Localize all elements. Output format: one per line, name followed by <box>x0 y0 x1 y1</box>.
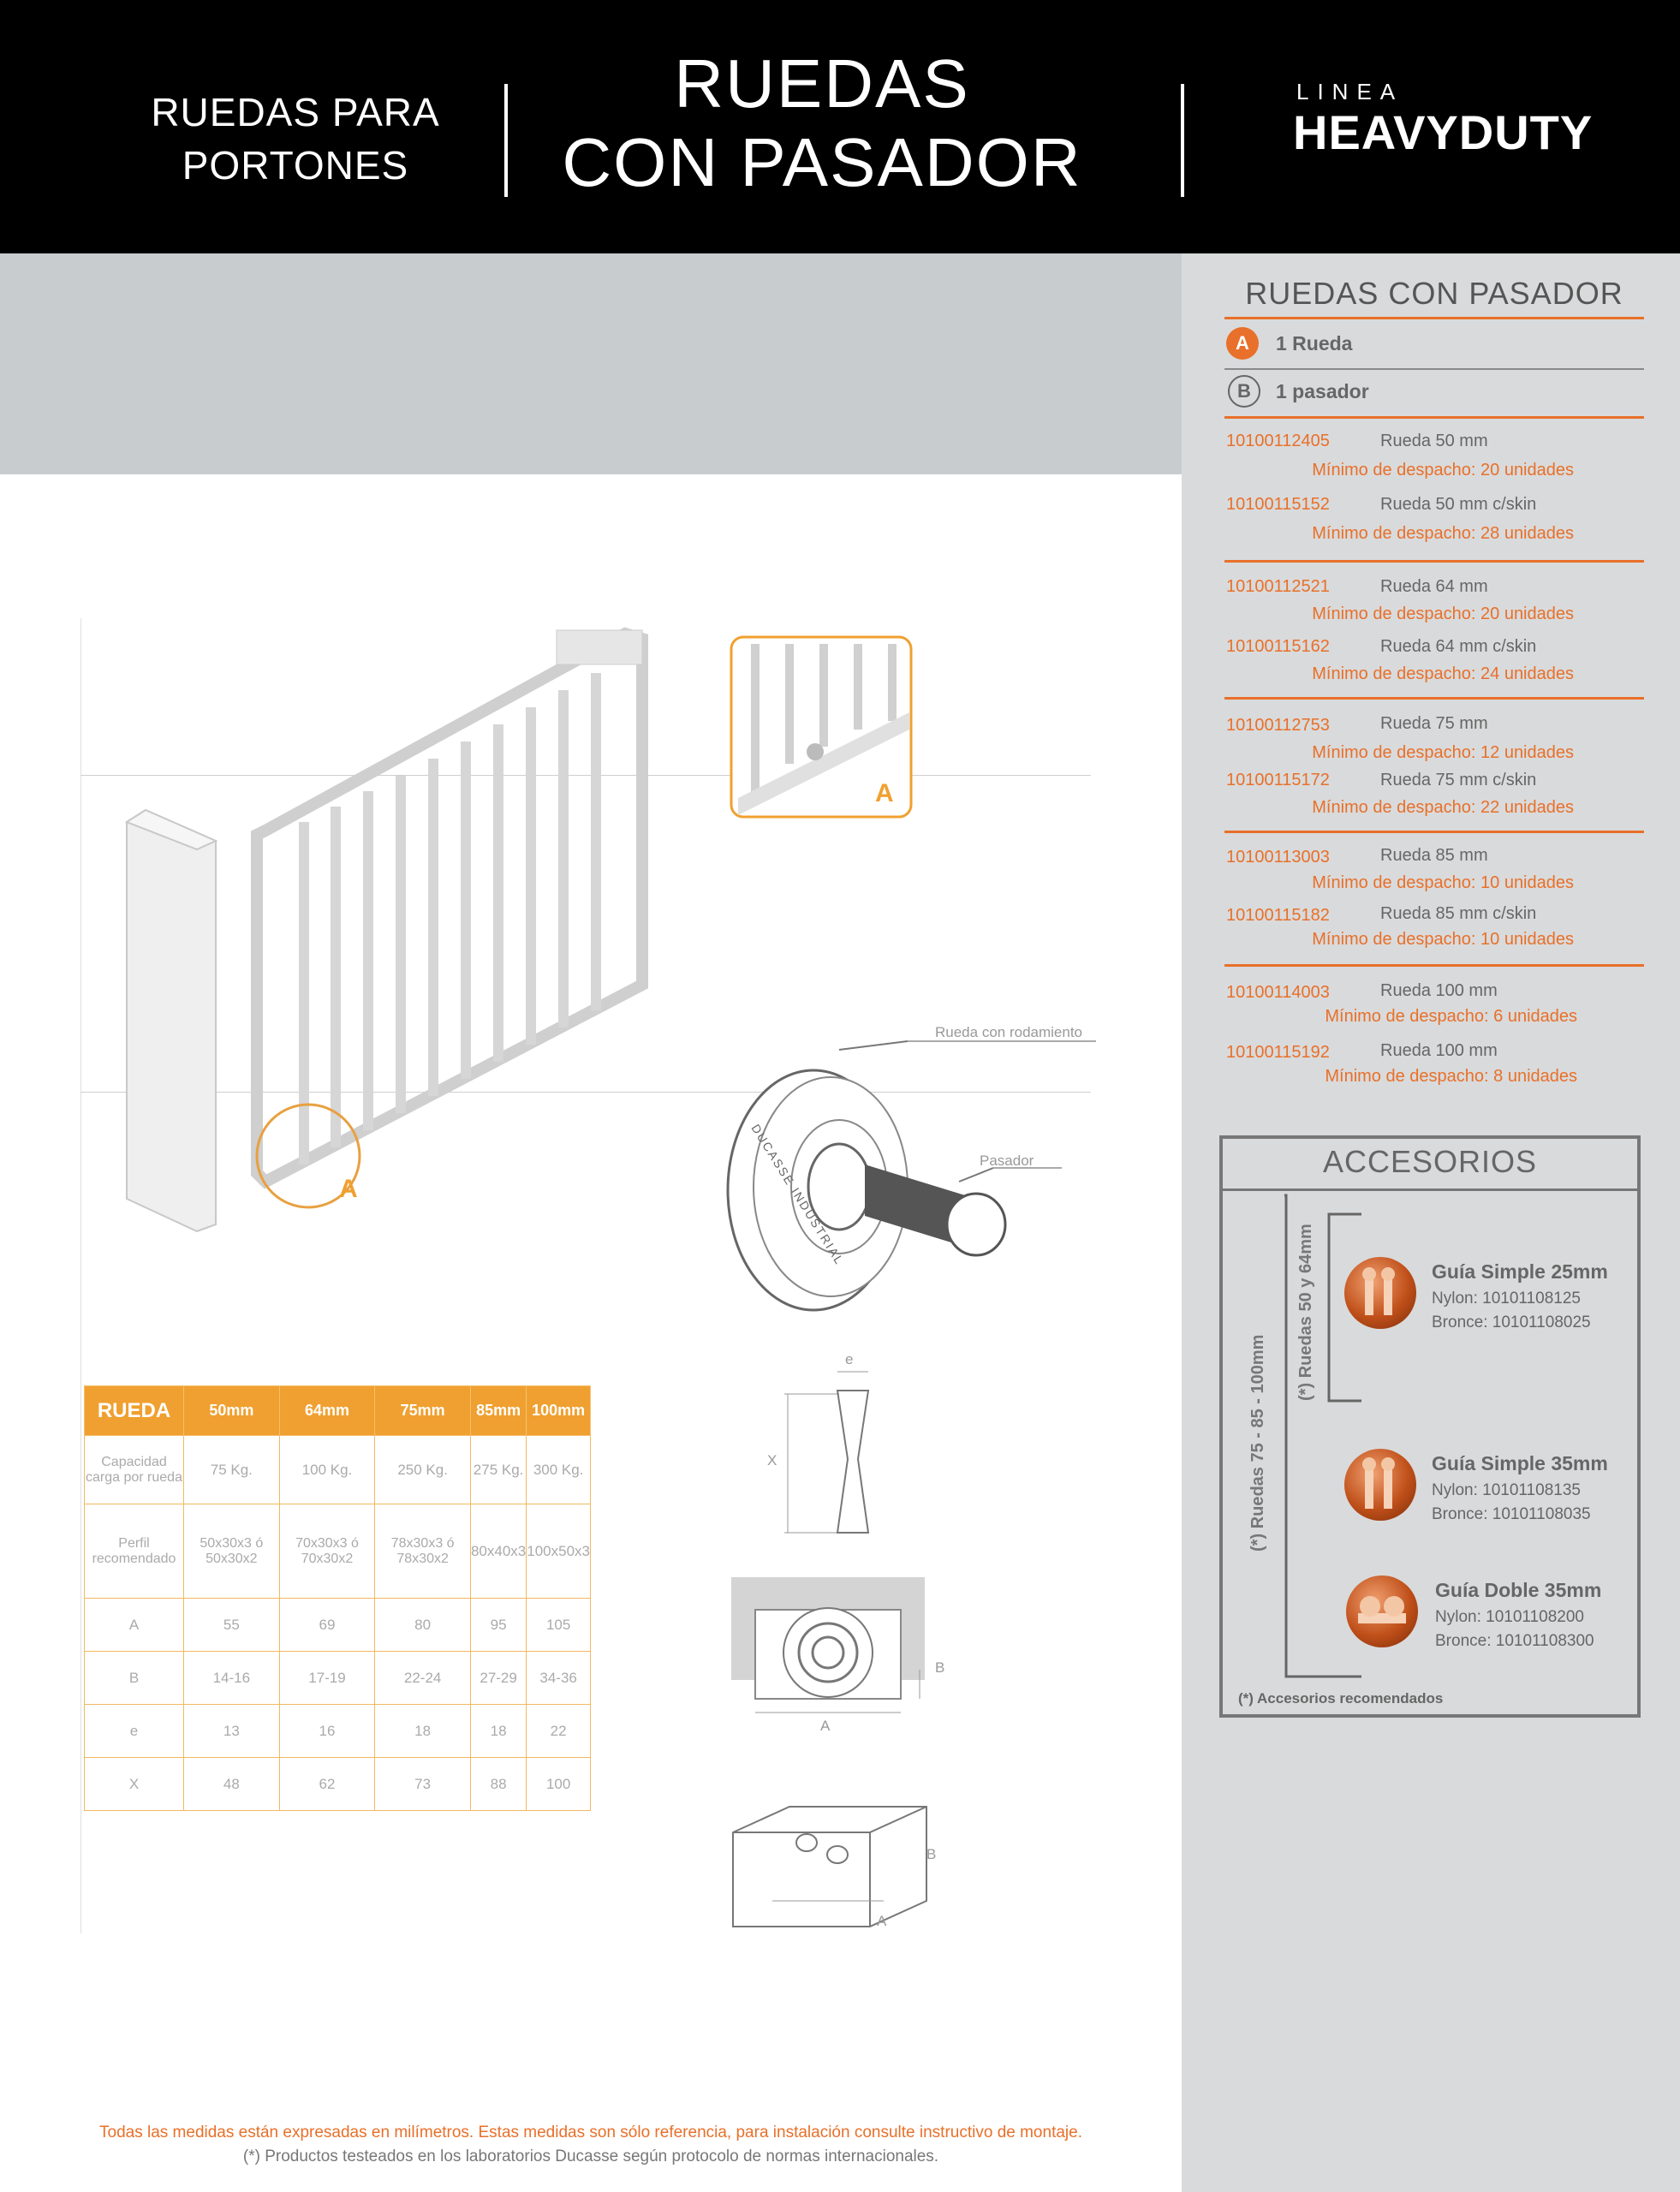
dim-b-label: B <box>935 1659 945 1676</box>
table-cell: 275 Kg. <box>470 1436 526 1504</box>
grey-banner <box>0 253 1182 474</box>
table-cell: 80x40x3 <box>470 1504 526 1599</box>
product-min-order: Mínimo de despacho: 22 unidades <box>1312 798 1574 817</box>
product-desc: Rueda 64 mm c/skin <box>1380 637 1537 656</box>
legend-b-text: 1 pasador <box>1276 380 1369 402</box>
table-cell: 80 <box>375 1599 471 1652</box>
accessory-bronze-code: Bronce: 10101108035 <box>1432 1505 1591 1523</box>
table-cell: 55 <box>184 1599 280 1652</box>
header-category-line1: RUEDAS PARA <box>151 90 440 134</box>
footer-disclaimer: (*) Productos testeados en los laboratorios Ducasse según protocolo de normas internacionales. <box>242 2147 939 2165</box>
divider <box>1224 368 1644 370</box>
table-row-label: Perfil recomendado <box>85 1504 184 1599</box>
guide-single-icon <box>1344 1449 1416 1521</box>
product-code: 10100112405 <box>1226 432 1330 450</box>
header-divider <box>1181 84 1184 197</box>
wheel-with-pin-drawing <box>702 1019 1096 1327</box>
product-code: 10100115172 <box>1226 771 1330 789</box>
divider <box>1224 416 1644 419</box>
table-row-label: B <box>85 1652 184 1705</box>
accessory-name: Guía Simple 35mm <box>1432 1452 1608 1474</box>
legend-a-text: 1 Rueda <box>1276 332 1353 354</box>
product-min-order: Mínimo de despacho: 10 unidades <box>1312 873 1574 892</box>
table-corner-header: RUEDA <box>85 1386 184 1436</box>
product-code: 10100115192 <box>1226 1043 1330 1062</box>
product-desc: Rueda 64 mm <box>1380 577 1488 596</box>
accessory-bronze-code: Bronce: 10101108300 <box>1435 1632 1594 1650</box>
profile-iso-drawing <box>730 1798 935 1944</box>
accessory-nylon-code: Nylon: 10101108135 <box>1432 1481 1581 1499</box>
wheel-profile-drawing <box>754 1353 908 1550</box>
sidebar-title: RUEDAS CON PASADOR <box>1245 276 1623 311</box>
dim-a-label: A <box>820 1718 831 1734</box>
accessory-bronze-code: Bronce: 10101108025 <box>1432 1313 1591 1331</box>
product-code: 10100114003 <box>1226 983 1330 1002</box>
brand-logo: HEAVYDUTY <box>1293 105 1594 159</box>
product-desc: Rueda 85 mm c/skin <box>1380 904 1537 923</box>
guide-single-25-image <box>1344 1257 1416 1329</box>
product-code: 10100115162 <box>1226 637 1330 656</box>
header-category-line2: PORTONES <box>182 143 409 188</box>
accessory-nylon-code: Nylon: 10101108125 <box>1432 1290 1581 1307</box>
table-column-header: 100mm <box>527 1386 591 1436</box>
table-row-label: Capacidad carga por rueda <box>85 1436 184 1504</box>
accessories-group-label-small: (*) Ruedas 50 y 64mm <box>1296 1224 1315 1401</box>
gate-callout-label: A <box>339 1175 358 1203</box>
page-title <box>548 45 1096 202</box>
table-row <box>85 1758 591 1811</box>
table-row <box>85 1599 591 1652</box>
page-header <box>0 0 1680 253</box>
table-cell: 18 <box>375 1705 471 1758</box>
table-row <box>85 1504 591 1599</box>
table-cell: 34-36 <box>527 1652 591 1705</box>
table-cell: 69 <box>279 1599 375 1652</box>
product-min-order: Mínimo de despacho: 20 unidades <box>1312 461 1574 480</box>
table-cell: 17-19 <box>279 1652 375 1705</box>
table-cell: 300 Kg. <box>527 1436 591 1504</box>
table-cell: 73 <box>375 1758 471 1811</box>
frame-line <box>80 618 81 1933</box>
product-code: 10100115152 <box>1226 495 1330 514</box>
divider <box>1223 1188 1637 1191</box>
table-cell: 18 <box>470 1705 526 1758</box>
table-cell: 14-16 <box>184 1652 280 1705</box>
accessories-note: (*) Accesorios recomendados <box>1238 1690 1444 1707</box>
divider <box>1224 964 1644 967</box>
table-row-label: e <box>85 1705 184 1758</box>
table-column-header: 75mm <box>375 1386 471 1436</box>
divider <box>1224 560 1644 563</box>
dim-b-label: B <box>926 1846 937 1862</box>
table-column-header: 50mm <box>184 1386 280 1436</box>
guide-single-icon <box>1344 1257 1416 1329</box>
product-code: 10100112521 <box>1226 577 1330 596</box>
table-cell: 78x30x3 ó 78x30x2 <box>375 1504 471 1599</box>
dim-a-label: A <box>877 1913 887 1929</box>
product-desc: Rueda 75 mm c/skin <box>1380 771 1537 789</box>
legend-a-badge: A <box>1226 327 1259 360</box>
product-code: 10100115182 <box>1226 906 1330 925</box>
table-cell: 95 <box>470 1599 526 1652</box>
table-row <box>85 1436 591 1504</box>
table-cell: 48 <box>184 1758 280 1811</box>
header-category <box>128 86 462 192</box>
header-divider <box>504 84 508 197</box>
table-cell: 22-24 <box>375 1652 471 1705</box>
product-min-order: Mínimo de despacho: 24 unidades <box>1312 664 1574 683</box>
table-cell: 88 <box>470 1758 526 1811</box>
product-code: 10100112753 <box>1226 716 1330 735</box>
wheel-brand-text: DUCASSE INDUSTRIAL <box>748 1122 848 1268</box>
accessory-nylon-code: Nylon: 10101108200 <box>1435 1608 1584 1626</box>
table-cell: 50x30x3 ó 50x30x2 <box>184 1504 280 1599</box>
table-header-row <box>85 1386 591 1436</box>
product-desc: Rueda 85 mm <box>1380 846 1488 865</box>
table-row <box>85 1705 591 1758</box>
table-cell: 13 <box>184 1705 280 1758</box>
table-cell: 75 Kg. <box>184 1436 280 1504</box>
table-cell: 22 <box>527 1705 591 1758</box>
divider <box>1224 317 1644 319</box>
product-desc: Rueda 50 mm c/skin <box>1380 495 1537 514</box>
accessory-name: Guía Doble 35mm <box>1435 1579 1602 1601</box>
wheel-in-profile-front-drawing <box>730 1576 935 1747</box>
divider <box>1224 697 1644 700</box>
table-cell: 100x50x3 <box>527 1504 591 1599</box>
footer-note: Todas las medidas están expresadas en milímetros. Estas medidas son sólo referencia, para instalación consulte instructivo de montaje. <box>99 2124 1082 2141</box>
table-cell: 62 <box>279 1758 375 1811</box>
product-desc: Rueda 100 mm <box>1380 981 1498 1000</box>
product-min-order: Mínimo de despacho: 28 unidades <box>1312 524 1574 543</box>
page-title-line1: RUEDAS <box>674 45 970 122</box>
product-min-order: Mínimo de despacho: 6 unidades <box>1325 1007 1577 1026</box>
table-cell: 250 Kg. <box>375 1436 471 1504</box>
product-code: 10100113003 <box>1226 848 1330 867</box>
divider <box>1224 831 1644 833</box>
table-cell: 16 <box>279 1705 375 1758</box>
detail-a-label: A <box>875 779 894 807</box>
guide-single-35-image <box>1344 1449 1416 1521</box>
table-cell: 70x30x3 ó 70x30x2 <box>279 1504 375 1599</box>
product-min-order: Mínimo de despacho: 12 unidades <box>1312 743 1574 762</box>
product-min-order: Mínimo de despacho: 10 unidades <box>1312 930 1574 949</box>
pin-callout: Pasador <box>980 1153 1034 1169</box>
table-row <box>85 1652 591 1705</box>
accessories-title: ACCESORIOS <box>1322 1144 1538 1179</box>
legend-b-badge: B <box>1228 375 1260 408</box>
table-cell: 100 Kg. <box>279 1436 375 1504</box>
product-desc: Rueda 50 mm <box>1380 432 1488 450</box>
product-desc: Rueda 75 mm <box>1380 714 1488 733</box>
gate-illustration <box>111 616 659 1233</box>
product-desc: Rueda 100 mm <box>1380 1041 1498 1060</box>
table-row-label: X <box>85 1758 184 1811</box>
dim-e-label: e <box>845 1351 854 1367</box>
wheel-callout: Rueda con rodamiento <box>935 1024 1083 1040</box>
table-cell: 100 <box>527 1758 591 1811</box>
spec-table <box>84 1385 591 1811</box>
table-cell: 27-29 <box>470 1652 526 1705</box>
table-row-label: A <box>85 1599 184 1652</box>
page-title-line2: CON PASADOR <box>562 124 1082 200</box>
accessories-group-label-large: (*) Ruedas 75 - 85 - 100mm <box>1248 1334 1267 1552</box>
table-column-header: 64mm <box>279 1386 375 1436</box>
product-min-order: Mínimo de despacho: 20 unidades <box>1312 605 1574 623</box>
guide-double-icon <box>1346 1576 1418 1647</box>
brand-line-label: LINEA <box>1296 79 1404 104</box>
guide-double-35-image <box>1346 1576 1418 1647</box>
product-min-order: Mínimo de despacho: 8 unidades <box>1325 1067 1577 1086</box>
table-column-header: 85mm <box>470 1386 526 1436</box>
dim-x-label: X <box>767 1452 777 1468</box>
accessory-name: Guía Simple 25mm <box>1432 1260 1608 1283</box>
table-cell: 105 <box>527 1599 591 1652</box>
